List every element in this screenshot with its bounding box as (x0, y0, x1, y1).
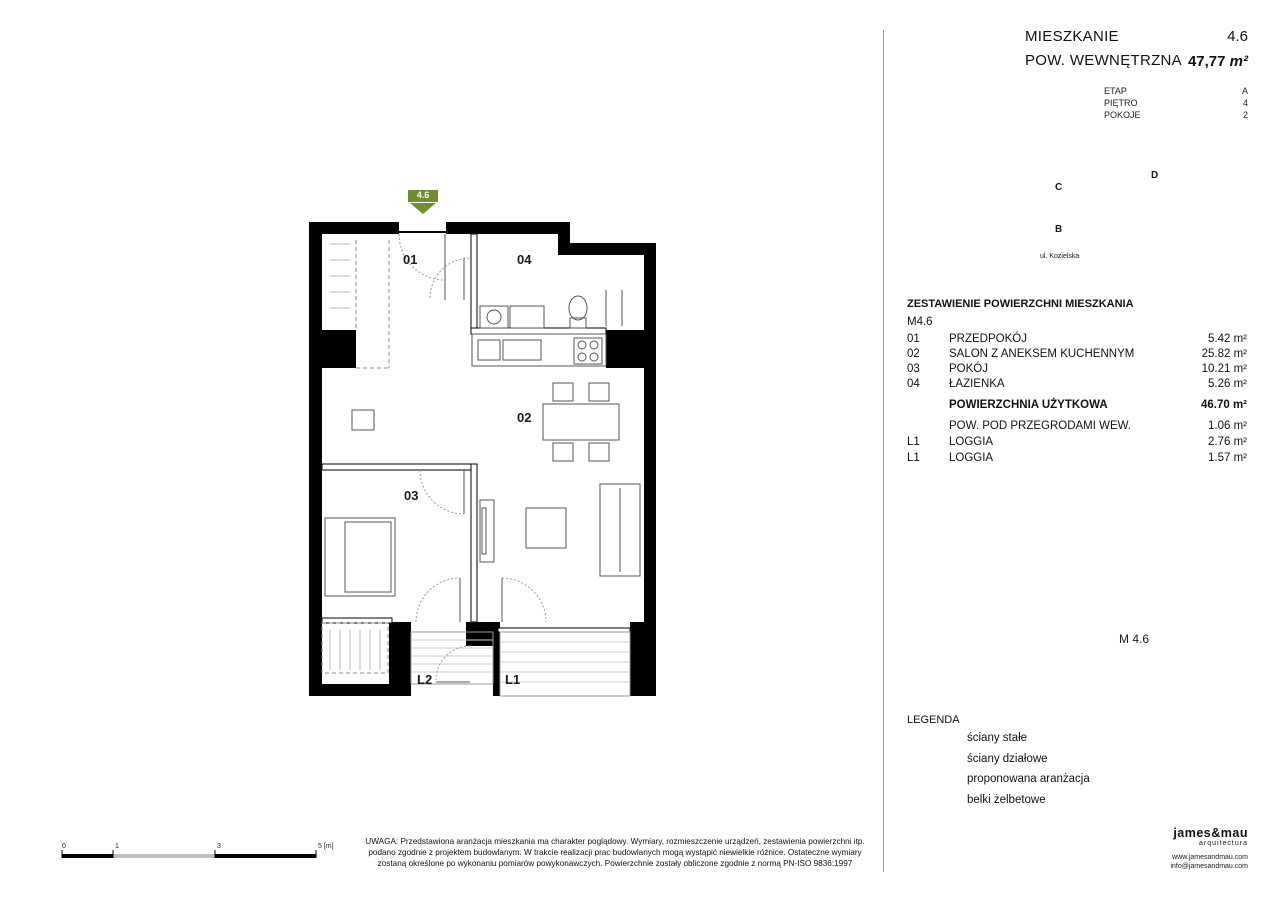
room-no: 01 (907, 333, 920, 345)
room-area: 5.42 m² (1208, 333, 1247, 345)
room-name: PRZEDPOKÓJ (949, 333, 1027, 345)
room-row-03 (907, 363, 1247, 379)
legend-title: LEGENDA (907, 714, 960, 726)
legend-item-partition: ściany działowe (967, 753, 1048, 765)
room-no: 04 (907, 378, 920, 390)
note-line-1: UWAGA: Przedstawiona aranżacja mieszkania ma charakter poglądowy. Wymiary, rozmieszczenie urządzeń, zestawienia powierzchni itp. (365, 837, 865, 846)
detail-val-floor: 4 (1242, 98, 1248, 108)
room-row-04 (907, 378, 1247, 394)
loggia-row-2 (907, 452, 1247, 468)
room-name: ŁAZIENKA (949, 378, 1005, 390)
room-no: 02 (907, 348, 920, 360)
area-number: 47,77 (1187, 53, 1226, 70)
scale-tick-1: 1 (115, 843, 119, 850)
room-row-02 (907, 348, 1247, 364)
partition-label: POW. POD PRZEGRODAMI WEW. (949, 420, 1132, 432)
summary-code: M4.6 (907, 316, 933, 328)
loggia-name: LOGGIA (949, 436, 994, 448)
brand-sub: arquitectura (1199, 840, 1248, 847)
building-label-c: C (1055, 182, 1063, 193)
scale-bar (62, 850, 316, 858)
apartment-label: MIESZKANIE (1025, 28, 1119, 45)
room-row-01 (907, 333, 1247, 349)
room-name: POKÓJ (949, 363, 988, 375)
building-label-b: B (1055, 224, 1063, 235)
loggia-label-l2: L2 (417, 672, 433, 687)
loggia-area: 1.57 m² (1208, 452, 1247, 464)
room-area: 25.82 m² (1201, 348, 1247, 360)
area-unit: m² (1229, 53, 1248, 70)
scale-tick-0: 0 (62, 843, 66, 850)
usable-label: POWIERZCHNIA UŻYTKOWA (949, 399, 1108, 411)
detail-val-rooms: 2 (1242, 110, 1248, 120)
room-label-01: 01 (403, 252, 418, 267)
apartment-number: 4.6 (1227, 28, 1248, 45)
loggia-row-1 (907, 436, 1247, 452)
loggia-label-l1: L1 (505, 672, 521, 687)
detail-key-stage: ETAP (1104, 86, 1127, 96)
room-label-04: 04 (517, 252, 532, 267)
room-no: 03 (907, 363, 920, 375)
room-name: SALON Z ANEKSEM KUCHENNYM (949, 348, 1135, 360)
divider-line (883, 30, 884, 872)
legend-item-arrangement: proponowana aranżacja (967, 773, 1090, 785)
usable-value: 46.70 m² (1200, 399, 1247, 411)
room-area: 10.21 m² (1201, 363, 1247, 375)
area-value (1170, 53, 1248, 70)
floor-key-unit-label: M 4.6 (1119, 632, 1150, 646)
detail-val-stage: A (1241, 86, 1248, 96)
building-label-d: D (1151, 170, 1159, 181)
detail-key-floor: PIĘTRO (1104, 98, 1138, 108)
loggia-area: 2.76 m² (1208, 436, 1247, 448)
legend-item-solid: ściany stałe (967, 732, 1028, 744)
brand-web[interactable]: www.jamesandmau.com (1172, 854, 1248, 861)
room-area: 5.26 m² (1208, 378, 1247, 390)
room-label-03: 03 (404, 488, 419, 503)
loggia-no: L1 (907, 452, 920, 464)
scale-tick-3: 3 (217, 843, 221, 850)
scale-tick-5: 5 [m] (318, 843, 334, 850)
note-line-2: podano zgodnie z projektem budowlanym. W trakcie realizacji prac budowlanych mogą wystąpić niewielkie różnice. Ostateczne wymiary (368, 848, 862, 857)
partition-value: 1.06 m² (1208, 420, 1247, 432)
entry-marker-label: 4.6 (416, 190, 430, 200)
disclaimer-note (345, 836, 885, 869)
entry-marker-arrow (410, 203, 436, 214)
detail-key-rooms: POKOJE (1104, 110, 1141, 120)
summary-title: ZESTAWIENIE POWIERZCHNI MIESZKANIA (907, 298, 1134, 310)
room-label-02: 02 (517, 410, 532, 425)
note-line-3: zostaną określone po wykonaniu pomiarów powykonawczych. Powierzchnie zostały obliczone zgodnie z normą PN-ISO 9836:1997 (377, 859, 853, 868)
loggia-no: L1 (907, 436, 920, 448)
usable-area-row (907, 399, 1247, 415)
brand-logo: james&mau (1173, 826, 1248, 840)
area-label: POW. WEWNĘTRZNA (1025, 52, 1182, 69)
legend-item-beams: belki żelbetowe (967, 794, 1046, 806)
street-label: ul. Kozielska (1040, 253, 1080, 260)
brand-email[interactable]: info@jamesandmau.com (1170, 863, 1248, 870)
summary-table (907, 333, 1247, 473)
floor-key-w-label: W (1073, 562, 1083, 573)
partition-row (907, 420, 1247, 436)
building-label-a: A (1141, 224, 1149, 235)
loggia-name: LOGGIA (949, 452, 994, 464)
